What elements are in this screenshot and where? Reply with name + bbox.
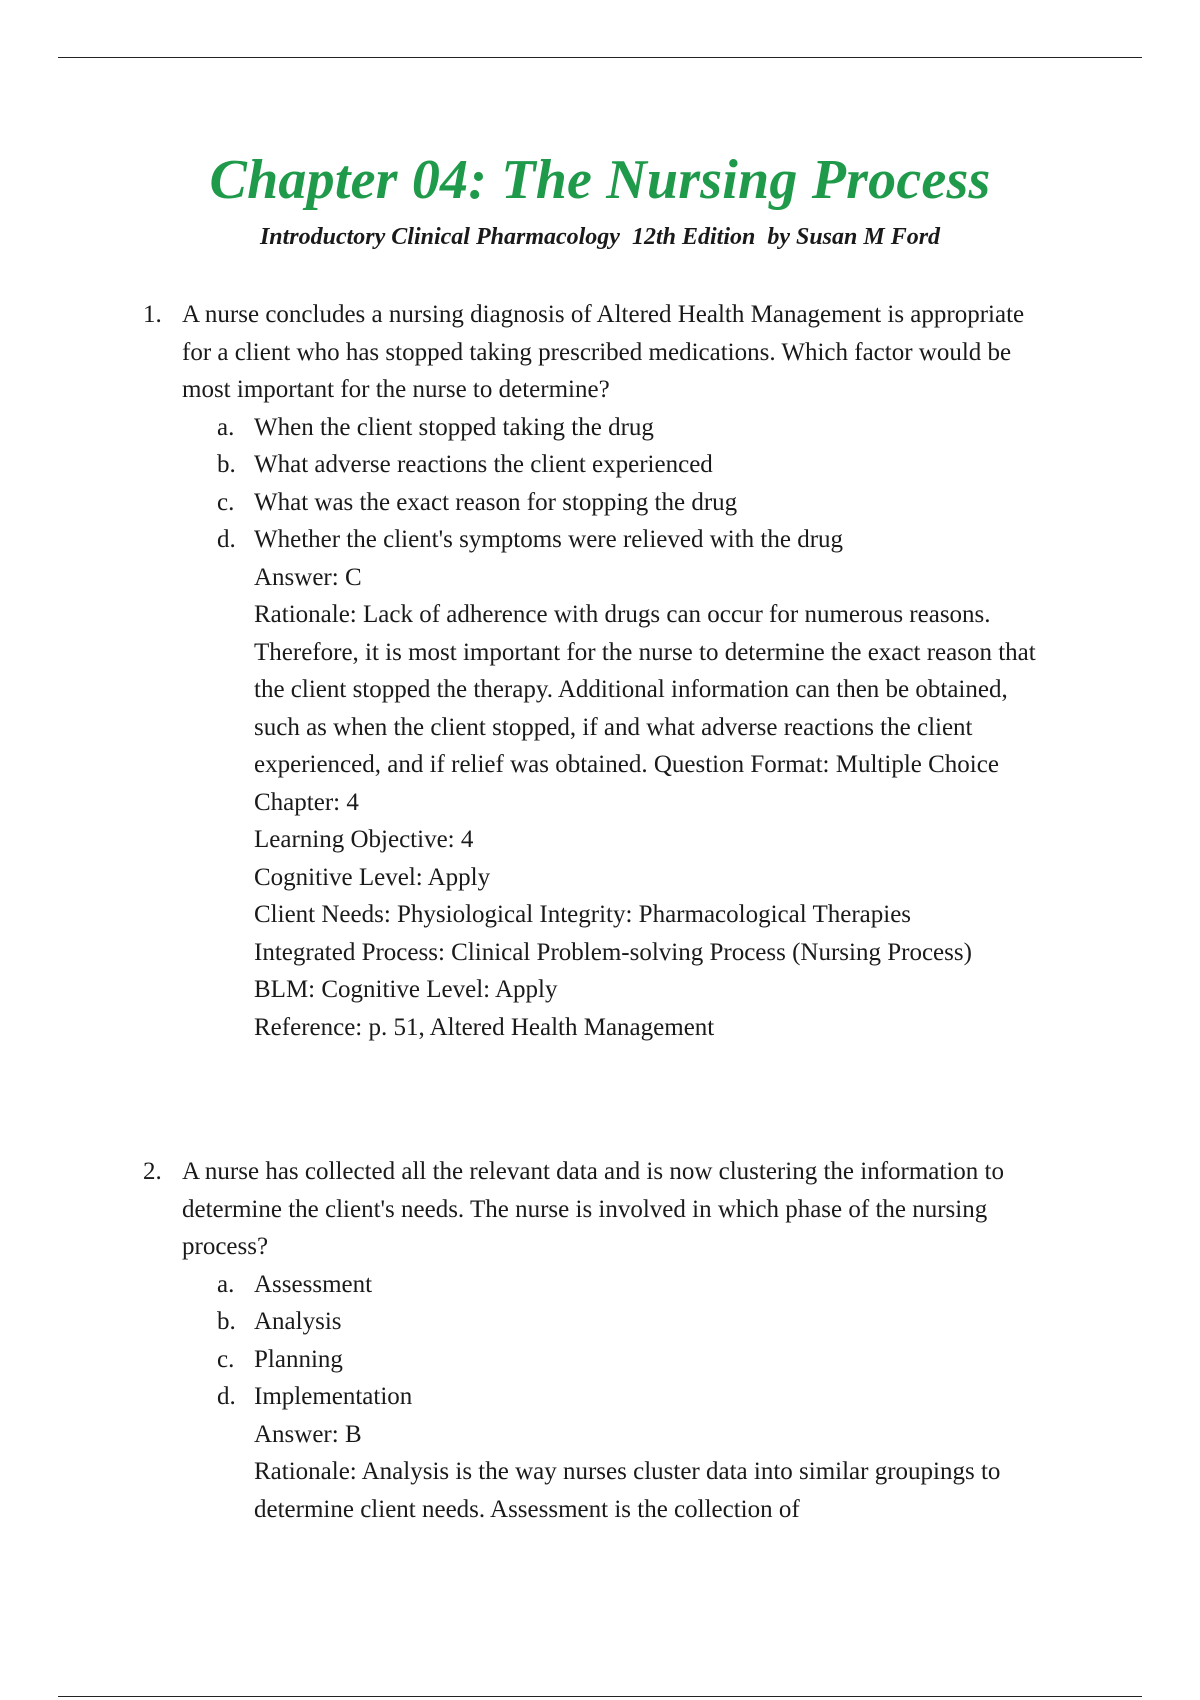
client-needs: Client Needs: Physiological Integrity: Pharmacological Therapies [254, 901, 912, 928]
answer-details [254, 1416, 1054, 1529]
option-letter: b. [217, 1308, 236, 1335]
option-text: Analysis [254, 1308, 342, 1335]
page-subtitle [0, 220, 1200, 254]
question-text: A nurse has collected all the relevant data and is now clustering the information to determine the client's needs. The nurse is involved in which phase of the nursing process? [182, 1158, 1004, 1260]
option-text: Implementation [254, 1383, 413, 1410]
answer-details [254, 559, 1054, 1047]
question-2 [0, 1153, 1200, 1528]
option-text: Planning [254, 1345, 343, 1373]
option-a [0, 409, 1200, 447]
question-number: 2. [143, 1158, 162, 1185]
option-text: What adverse reactions the client experienced [254, 451, 713, 478]
option-letter: d. [217, 526, 236, 553]
option-b [0, 1303, 1200, 1341]
bottom-rule [58, 1696, 1142, 1697]
question-stem [0, 1153, 1200, 1266]
option-b [0, 446, 1200, 484]
reference: Reference: p. 51, Altered Health Management [254, 1013, 715, 1041]
rationale: Rationale: Analysis is the way nurses cluster data into similar groupings to determine client needs. Assessment is the collection of [254, 1458, 1001, 1523]
cognitive-level: Cognitive Level: Apply [254, 863, 491, 891]
question-number: 1. [143, 301, 162, 328]
question-text: A nurse concludes a nursing diagnosis of Altered Health Management is appropriate for a client who has stopped taking prescribed medications. Which factor would be most important for the nurse to determine? [182, 301, 1025, 403]
option-letter: c. [217, 1345, 235, 1373]
integrated-process: Integrated Process: Clinical Problem-solving Process (Nursing Process) [254, 938, 972, 966]
option-c [0, 484, 1200, 522]
answer: Answer: C [254, 563, 362, 591]
learning-objective: Learning Objective: 4 [254, 826, 474, 853]
answer: Answer: B [254, 1420, 362, 1448]
option-letter: b. [217, 451, 236, 478]
option-text: What was the exact reason for stopping the drug [254, 488, 738, 516]
option-d [0, 1378, 1200, 1416]
option-d [0, 521, 1200, 559]
option-a [0, 1266, 1200, 1304]
option-text: Assessment [254, 1270, 373, 1298]
blm: BLM: Cognitive Level: Apply [254, 976, 558, 1003]
chapter: Chapter: 4 [254, 788, 359, 816]
option-letter: a. [217, 1270, 235, 1298]
option-letter: a. [217, 413, 235, 441]
question-1 [0, 296, 1200, 1046]
option-text: When the client stopped taking the drug [254, 413, 654, 441]
option-letter: d. [217, 1383, 236, 1410]
page-title: Chapter 04: The Nursing Process [209, 149, 991, 211]
rationale: Rationale: Lack of adherence with drugs can occur for numerous reasons. Therefore, it is most important for the nurse to determine the exact reason that the client stopped the therapy. Additional information can then be obtained, such as when the client stopped, if and what adverse reactions the client experienced, and if relief was obtained. Question Format: Multiple Choice [254, 601, 1036, 778]
subtitle-text: Introductory Clinical Pharmacology 12th Edition by Susan M Ford [259, 224, 941, 250]
question-stem [0, 296, 1200, 409]
option-c [0, 1341, 1200, 1379]
top-rule [58, 57, 1142, 58]
option-text: Whether the client's symptoms were relieved with the drug [254, 526, 844, 553]
option-letter: c. [217, 488, 235, 516]
